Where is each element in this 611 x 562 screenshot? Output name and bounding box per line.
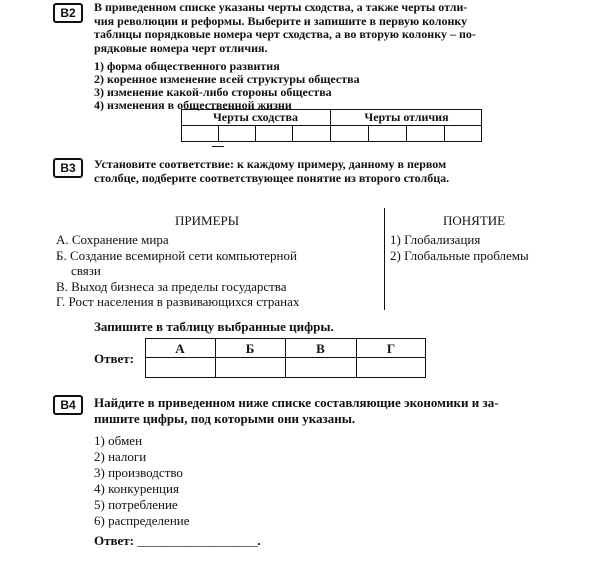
- list-item: 3) производство: [94, 465, 183, 480]
- b3-text-line: столбце, подберите соответствующее понятие из второго столбца.: [94, 170, 450, 185]
- list-item: Б. Создание всемирной сети компьютерной: [56, 247, 297, 263]
- list-item: 1) форма общественного развития: [94, 59, 280, 73]
- b4-text-line: Найдите в приведенном ниже списке составляющие экономики и за-: [94, 395, 499, 410]
- list-item: 1) обмен: [94, 433, 143, 448]
- b2-options-list: [94, 60, 574, 112]
- list-item: 4) конкуренция: [94, 481, 179, 496]
- b3-answer-label: Ответ:: [94, 351, 135, 366]
- examples-list: [56, 232, 386, 310]
- table-header-similarities: Черты сходства: [212, 110, 299, 124]
- concepts-list: [390, 232, 600, 263]
- list-item: 2) Глобальные проблемы: [390, 247, 529, 263]
- b4-text: [94, 395, 599, 427]
- list-item: 2) коренное изменение всей структуры общества: [94, 72, 360, 86]
- b2-text-line: чия революции и реформы. Выберите и запишите в первую колонку: [94, 13, 468, 28]
- b2-text-line: таблицы порядковые номера черт сходства, а во вторую колонку – по-: [94, 27, 476, 41]
- table-header-differences: Черты отличия: [364, 110, 449, 124]
- task-badge-b2: B2: [53, 3, 83, 23]
- b4-answer-row: [94, 533, 261, 549]
- b3-text-line: Установите соответствие: к каждому примеру, данному в первом: [94, 157, 447, 171]
- b2-text-line: В приведенном списке указаны черты сходства, а также черты отли-: [94, 0, 468, 14]
- examples-header: ПРИМЕРЫ: [175, 213, 240, 228]
- task-badge-b4: B4: [53, 395, 83, 415]
- b4-text-line: пишите цифры, под которыми они указаны.: [94, 411, 356, 426]
- list-item: А. Сохранение мира: [56, 232, 169, 247]
- list-item: Г. Рост населения в развивающихся странах: [56, 294, 300, 309]
- list-item: 2) налоги: [94, 449, 147, 464]
- b4-options-list: [94, 433, 394, 529]
- task-badge-b3: B3: [53, 158, 83, 178]
- list-item: В. Выход бизнеса за пределы государства: [56, 278, 287, 294]
- b3-instruction: Запишите в таблицу выбранные цифры.: [94, 319, 334, 334]
- list-item: 5) потребление: [94, 497, 178, 512]
- table-divider: [181, 125, 482, 126]
- list-item: 1) Глобализация: [390, 232, 481, 247]
- b4-answer-blank[interactable]: ____________________: [137, 533, 258, 548]
- table-mark: [212, 143, 224, 147]
- answer-header-b: Б: [245, 341, 255, 356]
- b3-text: [94, 158, 594, 185]
- list-item: 6) распределение: [94, 513, 190, 528]
- b4-answer-period: .: [257, 533, 261, 548]
- table-divider: [292, 125, 293, 142]
- b2-text: [94, 1, 594, 55]
- table-divider: [444, 125, 445, 142]
- answer-header-v: В: [316, 341, 325, 356]
- answer-header-a: А: [175, 341, 185, 356]
- table-divider: [218, 125, 219, 142]
- list-item: 3) изменение какой-либо стороны общества: [94, 85, 332, 99]
- table-divider: [255, 125, 256, 142]
- concepts-header: ПОНЯТИЕ: [443, 213, 506, 228]
- list-item: 4) изменения в общественной жизни: [94, 98, 292, 112]
- b4-answer-label: Ответ:: [94, 533, 135, 548]
- table-divider: [406, 125, 407, 142]
- table-divider: [368, 125, 369, 142]
- b2-text-line: рядковые номера черт отличия.: [94, 40, 268, 55]
- answer-header-g: Г: [386, 341, 396, 356]
- list-item: связи: [71, 263, 101, 278]
